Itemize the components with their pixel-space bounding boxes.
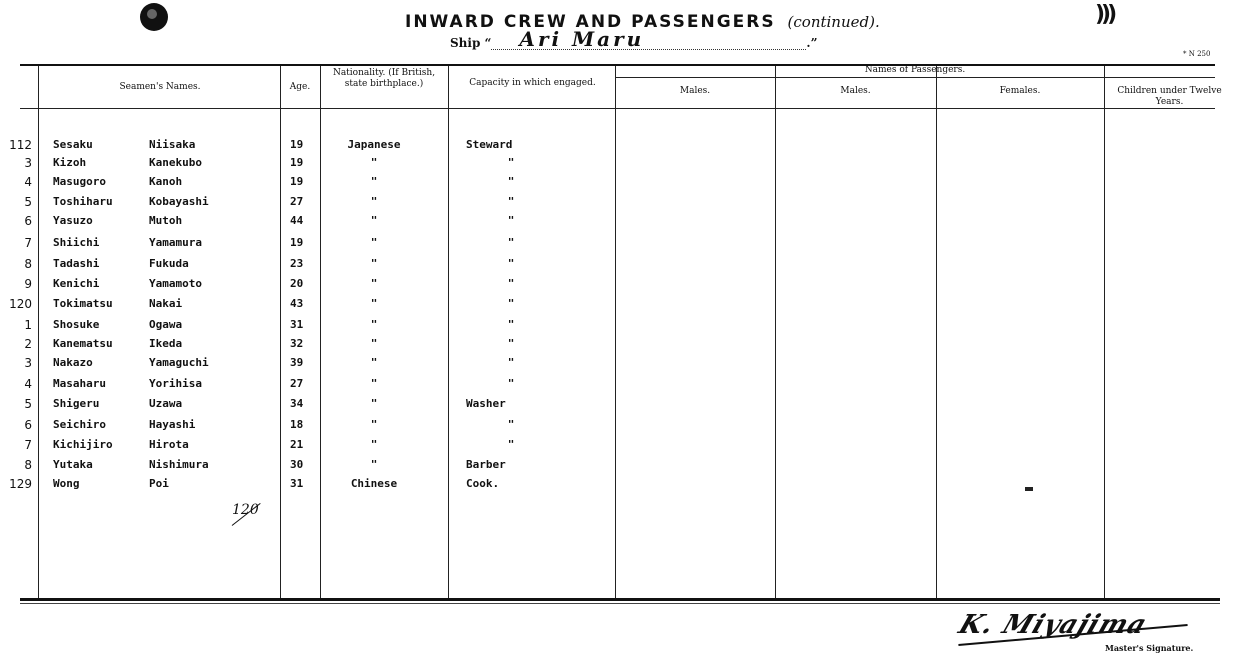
- header-capacity: Capacity in which engaged.: [469, 78, 596, 88]
- capacity: ": [507, 156, 515, 169]
- capacity: ": [507, 214, 515, 227]
- last-name: Hirota: [149, 438, 189, 451]
- col-divider: [775, 66, 776, 598]
- last-name: Ikeda: [149, 337, 183, 350]
- row-number: 5: [24, 397, 32, 411]
- last-name: Kanoh: [149, 175, 183, 188]
- first-name: Shigeru: [53, 397, 100, 410]
- capacity: Steward: [466, 138, 513, 151]
- nationality: ": [370, 277, 378, 290]
- nationality: ": [370, 418, 378, 431]
- nationality: ": [370, 397, 378, 410]
- header-age: Age.: [289, 82, 311, 92]
- first-name: Sesaku: [53, 138, 93, 151]
- nationality: ": [370, 175, 378, 188]
- row-number: 8: [24, 257, 32, 271]
- age: 43: [290, 297, 304, 310]
- header-passengers: Names of Passengers.: [864, 65, 966, 75]
- nationality: ": [370, 318, 378, 331]
- row-number: 3: [24, 156, 32, 170]
- row-number: 120: [9, 297, 32, 311]
- age: 34: [290, 397, 304, 410]
- last-name: Hayashi: [149, 418, 196, 431]
- first-name: Yutaka: [53, 458, 93, 471]
- nationality: ": [370, 458, 378, 471]
- age: 19: [290, 175, 304, 188]
- row-number: 4: [24, 175, 32, 189]
- ink-speck: [1025, 487, 1033, 491]
- capacity: ": [507, 175, 515, 188]
- row-number: 5: [24, 195, 32, 209]
- nationality: ": [370, 236, 378, 249]
- last-name: Mutoh: [149, 214, 183, 227]
- row-number: 7: [24, 236, 32, 250]
- row-number: 9: [24, 277, 32, 291]
- capacity: Cook.: [466, 477, 500, 490]
- first-name: Shiichi: [53, 236, 100, 249]
- nationality: ": [370, 257, 378, 270]
- row-number: 112: [9, 138, 32, 152]
- age: 32: [290, 337, 304, 350]
- nationality: ": [370, 297, 378, 310]
- header-seamen-names: Seamen's Names.: [119, 82, 201, 92]
- last-name: Fukuda: [149, 257, 189, 270]
- col-divider: [936, 66, 937, 598]
- age: 39: [290, 356, 304, 369]
- capacity: ": [507, 356, 515, 369]
- col-divider: [448, 66, 449, 598]
- col-divider: [280, 66, 281, 598]
- age: 23: [290, 257, 304, 270]
- master-signature: K. Miyajima: [954, 610, 1152, 640]
- first-name: Kizoh: [53, 156, 87, 169]
- header-bottom-rule: [20, 108, 1215, 109]
- capacity: ": [507, 257, 515, 270]
- age: 20: [290, 277, 304, 290]
- last-name: Nishimura: [149, 458, 209, 471]
- form-number: * N 250: [1183, 50, 1211, 58]
- title-continued: (continued).: [787, 13, 880, 31]
- last-name: Ogawa: [149, 318, 183, 331]
- row-number: 6: [24, 214, 32, 228]
- passenger-header-rule: [615, 77, 1215, 78]
- nationality: ": [370, 156, 378, 169]
- first-name: Tokimatsu: [53, 297, 113, 310]
- capacity: ": [507, 297, 515, 310]
- row-number: 6: [24, 418, 32, 432]
- first-name: Kanematsu: [53, 337, 113, 350]
- col-divider: [615, 66, 616, 598]
- age: 30: [290, 458, 304, 471]
- age: 31: [290, 477, 304, 490]
- first-name: Kichijiro: [53, 438, 113, 451]
- signature-label: Master's Signature.: [1105, 643, 1194, 653]
- capacity: ": [507, 277, 515, 290]
- nationality: Chinese: [350, 477, 398, 490]
- last-name: Yorihisa: [149, 377, 202, 390]
- age: 19: [290, 156, 304, 169]
- nationality: ": [370, 337, 378, 350]
- row-number: 1: [24, 318, 32, 332]
- first-name: Seichiro: [53, 418, 106, 431]
- age: 19: [290, 236, 304, 249]
- last-name: Kobayashi: [149, 195, 209, 208]
- last-name: Nakai: [149, 297, 183, 310]
- capacity: Washer: [466, 397, 506, 410]
- capacity: ": [507, 377, 515, 390]
- last-name: Kanekubo: [149, 156, 202, 169]
- age: 27: [290, 195, 304, 208]
- ship-name-field: [491, 27, 806, 51]
- first-name: Yasuzo: [53, 214, 93, 227]
- age: 44: [290, 214, 304, 227]
- capacity: ": [507, 438, 515, 451]
- row-number: 7: [24, 438, 32, 452]
- header-children: Children under Twelve Years.: [1117, 86, 1222, 107]
- last-name: Yamamura: [149, 236, 202, 249]
- row-number: 129: [9, 477, 32, 491]
- ship-label: Ship “: [450, 36, 492, 50]
- row-number: 8: [24, 458, 32, 472]
- bottom-rule-thin: [20, 603, 1220, 604]
- nationality: Japanese: [347, 138, 401, 151]
- col-divider: [320, 66, 321, 598]
- age: 18: [290, 418, 304, 431]
- row-number: 2: [24, 337, 32, 351]
- header-females: Females.: [999, 86, 1041, 96]
- punch-hole: [140, 3, 168, 31]
- ship-line: [450, 27, 818, 51]
- nationality: ": [370, 195, 378, 208]
- edge-mark: ))): [1095, 2, 1114, 27]
- first-name: Tadashi: [53, 257, 100, 270]
- nationality: ": [370, 356, 378, 369]
- ship-name: Ari Maru: [519, 27, 645, 51]
- nationality: ": [370, 214, 378, 227]
- age: 19: [290, 138, 304, 151]
- col-divider: [1104, 66, 1105, 598]
- capacity: ": [507, 318, 515, 331]
- row-number: 3: [24, 356, 32, 370]
- nationality: ": [370, 377, 378, 390]
- last-name: Uzawa: [149, 397, 183, 410]
- last-name: Poi: [149, 477, 169, 490]
- capacity: ": [507, 418, 515, 431]
- header-males-1: Males.: [679, 86, 711, 96]
- bottom-rule: [20, 598, 1220, 601]
- first-name: Wong: [53, 477, 80, 490]
- nationality: ": [370, 438, 378, 451]
- capacity: Barber: [466, 458, 506, 471]
- tally-number: 120: [232, 502, 259, 518]
- first-name: Masaharu: [53, 377, 106, 390]
- first-name: Toshiharu: [53, 195, 113, 208]
- header-males-2: Males.: [840, 86, 871, 96]
- ship-close: .”: [806, 36, 818, 50]
- age: 21: [290, 438, 304, 451]
- first-name: Nakazo: [53, 356, 93, 369]
- last-name: Niisaka: [149, 138, 196, 151]
- title-text: INWARD CREW AND PASSENGERS: [405, 12, 776, 32]
- last-name: Yamaguchi: [149, 356, 209, 369]
- header-nationality: Nationality. (If British, state birthplace.): [332, 68, 436, 89]
- row-number: 4: [24, 377, 32, 391]
- capacity: ": [507, 195, 515, 208]
- first-name: Masugoro: [53, 175, 106, 188]
- age: 27: [290, 377, 304, 390]
- first-name: Shosuke: [53, 318, 100, 331]
- first-name: Kenichi: [53, 277, 100, 290]
- last-name: Yamamoto: [149, 277, 202, 290]
- col-divider: [38, 66, 39, 598]
- capacity: ": [507, 337, 515, 350]
- age: 31: [290, 318, 304, 331]
- capacity: ": [507, 236, 515, 249]
